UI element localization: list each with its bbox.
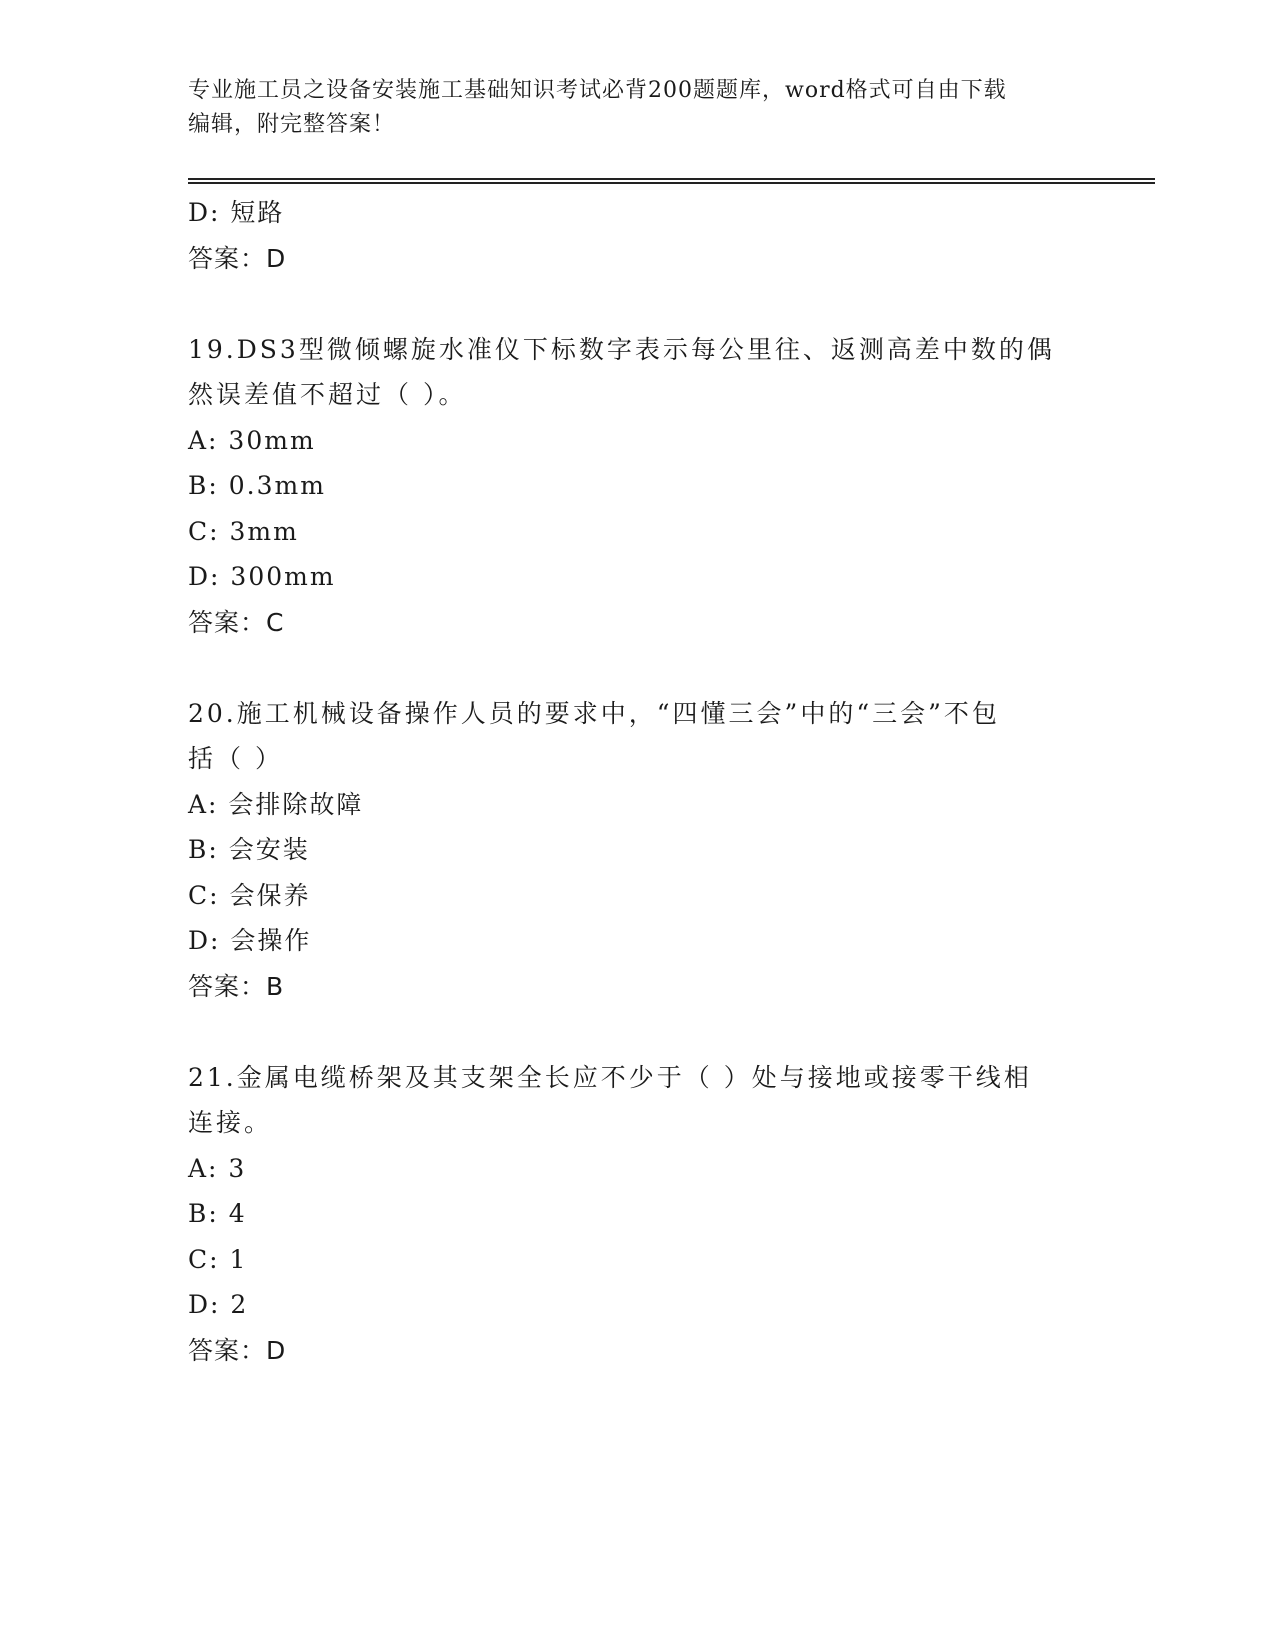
- option-b: B: 4: [188, 1199, 247, 1228]
- question-20: [188, 691, 1088, 1010]
- question-list: [188, 190, 1088, 1373]
- question-19: [188, 327, 1088, 646]
- question-stem-line: 然误差值不超过（ ）。: [188, 380, 467, 409]
- previous-question-tail: [188, 190, 1088, 281]
- answer-line: 答案：D: [188, 1335, 287, 1365]
- option-d: D: 短路: [188, 198, 285, 227]
- question-21: [188, 1055, 1088, 1374]
- question-stem-line: 括（ ）: [188, 744, 283, 773]
- option-b: B: 会安装: [188, 835, 310, 864]
- option-c: C: 会保养: [188, 880, 311, 910]
- option-a: A: 会排除故障: [188, 789, 364, 819]
- document-header: [188, 74, 1068, 142]
- answer-line: 答案：C: [188, 607, 285, 637]
- spacer: [188, 645, 1088, 691]
- option-b: B: 0.3mm: [188, 471, 326, 500]
- option-d: D: 2: [188, 1290, 249, 1319]
- header-line-1: 专业施工员之设备安装施工基础知识考试必背200题题库，word格式可自由下载: [188, 78, 1007, 103]
- question-stem-line: 20.施工机械设备操作人员的要求中，“四懂三会”中的“三会”不包: [188, 698, 1000, 728]
- option-c: C: 3mm: [188, 516, 299, 546]
- answer-line: 答案：D: [188, 243, 287, 273]
- spacer: [188, 1009, 1088, 1055]
- header-line-2: 编辑，附完整答案！: [188, 112, 396, 137]
- spacer: [188, 281, 1088, 327]
- header-divider-top: [188, 178, 1155, 180]
- option-a: A: 30mm: [188, 425, 316, 455]
- answer-line: 答案：B: [188, 971, 285, 1001]
- option-c: C: 1: [188, 1244, 248, 1274]
- question-stem-line: 21.金属电缆桥架及其支架全长应不少于（ ）处与接地或接零干线相: [188, 1062, 1032, 1092]
- option-d: D: 300mm: [188, 562, 336, 591]
- option-a: A: 3: [188, 1153, 247, 1183]
- option-d: D: 会操作: [188, 926, 312, 955]
- question-stem-line: 19.DS3型微倾螺旋水准仪下标数字表示每公里往、返测高差中数的偶: [188, 334, 1055, 364]
- question-stem-line: 连接。: [188, 1108, 273, 1137]
- header-divider-bottom: [188, 182, 1155, 184]
